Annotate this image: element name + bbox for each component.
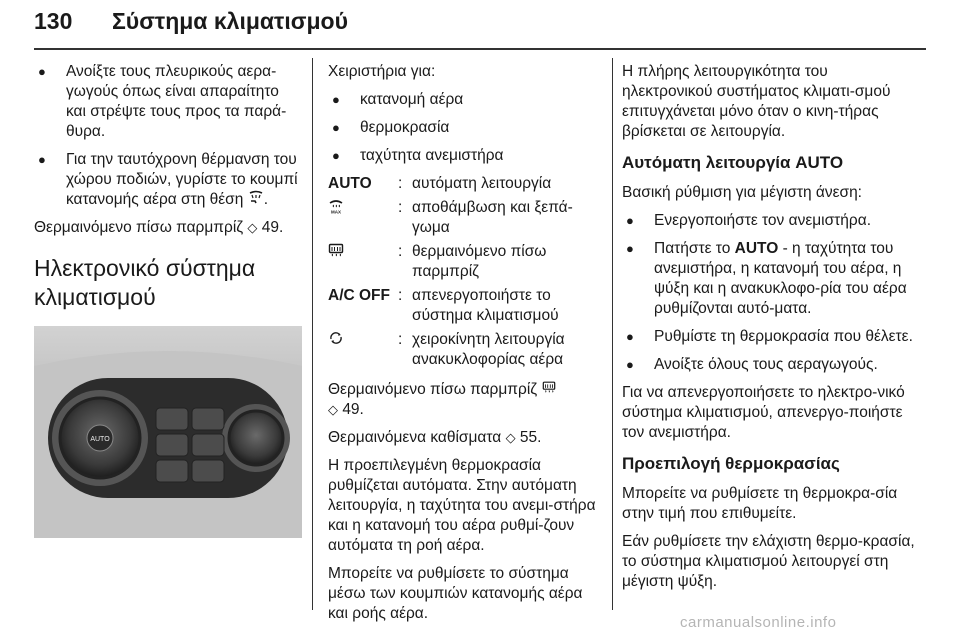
paragraph: Βασική ρύθμιση για μέγιστη άνεση: [622, 184, 862, 201]
climate-control-panel-photo [34, 326, 302, 538]
rear-window-reference: Θερμαινόμενο πίσω παρμπρίζ ◇ 49. [34, 219, 284, 236]
column-right [622, 62, 922, 600]
page-link[interactable]: 49. [261, 219, 284, 236]
control-row-recirculation: : χειροκίνητη λειτουργία ανακυκλοφορίας αέρα [328, 330, 602, 370]
heated-seats-ref: Θερμαινόμενα καθίσματα ◇ 55. [328, 429, 542, 446]
page-ref-icon: ◇ [328, 402, 338, 417]
list-item: ● Ρυθμίστε τη θερμοκρασία που θέλετε. [622, 327, 922, 347]
page-number: 130 [34, 8, 73, 34]
max-defrost-icon [328, 198, 344, 214]
list-item: ● Πατήστε το AUTO - η ταχύτητα του ανεμιστήρα, η κατανομή του αέρα, η ψύξη και η ανακυκλοφο-ρία του αέρα ρυθμίζονται αυτό-ματα. [622, 239, 922, 319]
page-link[interactable]: 49. [342, 401, 364, 418]
list-item: ● Ανοίξτε τους πλευρικούς αερα-γωγούς όπως είναι απαραίτητο και στρέψτε τους προς τα παρά-θυρα. [34, 62, 300, 142]
list-item: ● θερμοκρασία [328, 118, 602, 138]
rear-window-heat-icon [541, 380, 557, 396]
section-title: Ηλεκτρονικό σύστημα κλιματισμού [34, 255, 256, 310]
svg-text:MAX: MAX [331, 209, 341, 214]
rear-window-heat-ref: Θερμαινόμενο πίσω παρμπρίζ ◇ 49. [328, 380, 602, 420]
controls-intro: Χειριστήρια για: [328, 63, 436, 80]
column-middle [328, 62, 602, 632]
control-row-defrost: MAX : αποθάμβωση και ξεπά-γωμα [328, 198, 602, 238]
control-row-ac-off: A/C OFF : απενεργοποιήστε το σύστημα κλιματισμού [328, 287, 559, 324]
heading-auto-mode: Αυτόματη λειτουργία AUTO [622, 153, 844, 172]
rear-window-heat-icon [328, 242, 344, 258]
paragraph: Η πλήρης λειτουργικότητα του ηλεκτρονικού συστήματος κλιματι-σμού επιτυγχάνεται μόνο όταν ο κινη-τήρας βρίσκεται σε λειτουργία. [622, 63, 891, 140]
paragraph: Για να απενεργοποιήσετε το ηλεκτρο-νικό σύστημα κλιματισμού, απενεργο-ποιήστε τον ανεμιστήρα. [622, 384, 905, 441]
paragraph: Η προεπιλεγμένη θερμοκρασία ρυθμίζεται αυτόματα. Στην αυτόματη λειτουργία, η ταχύτητα του ανεμι-στήρα και η κατανομή του αέρα ρυθμί-ζουν αυτόματα τη ροή αέρα. [328, 457, 596, 554]
column-left [34, 62, 300, 538]
chapter-title: Σύστημα κλιματισμού [112, 8, 348, 34]
paragraph: Μπορείτε να ρυθμίσετε τη θερμοκρα-σία στην τιμή που επιθυμείτε. [622, 485, 898, 522]
list-item: ● κατανομή αέρα [328, 90, 602, 110]
windscreen-footwell-icon [248, 190, 264, 206]
paragraph: Εάν ρυθμίσετε την ελάχιστη θερμο-κρασία, το σύστημα κλιματισμού λειτουργεί στη μέγιστη ψύξη. [622, 533, 915, 590]
watermark: carmanualsonline.info [680, 614, 837, 631]
heading-temperature-preset: Προεπιλογή θερμοκρασίας [622, 454, 840, 473]
control-row-auto: AUTO : αυτόματη λειτουργία [328, 175, 552, 192]
paragraph: Μπορείτε να ρυθμίσετε το σύστημα μέσω των κουμπιών κατανομής αέρα και ροής αέρα. [328, 565, 583, 622]
page-header [34, 8, 348, 38]
recirculation-icon [328, 330, 344, 346]
column-divider-1 [312, 58, 313, 610]
svg-text:AUTO: AUTO [90, 436, 110, 443]
list-item: ● Ενεργοποιήστε τον ανεμιστήρα. [622, 211, 922, 231]
list-item: ● Για την ταυτόχρονη θέρμανση του χώρου ποδιών, γυρίστε το κουμπί κατανομής αέρα στη θέση . [34, 150, 300, 210]
column-divider-2 [612, 58, 613, 610]
page-ref-icon: ◇ [505, 430, 516, 445]
list-item: ● Ανοίξτε όλους τους αεραγωγούς. [622, 355, 922, 375]
page-ref-icon: ◇ [247, 220, 258, 235]
list-item: ● ταχύτητα ανεμιστήρα [328, 146, 602, 166]
header-divider [34, 48, 926, 50]
control-row-rear-heat: : θερμαινόμενο πίσω παρμπρίζ [328, 242, 602, 282]
page-link[interactable]: 55. [519, 429, 542, 446]
